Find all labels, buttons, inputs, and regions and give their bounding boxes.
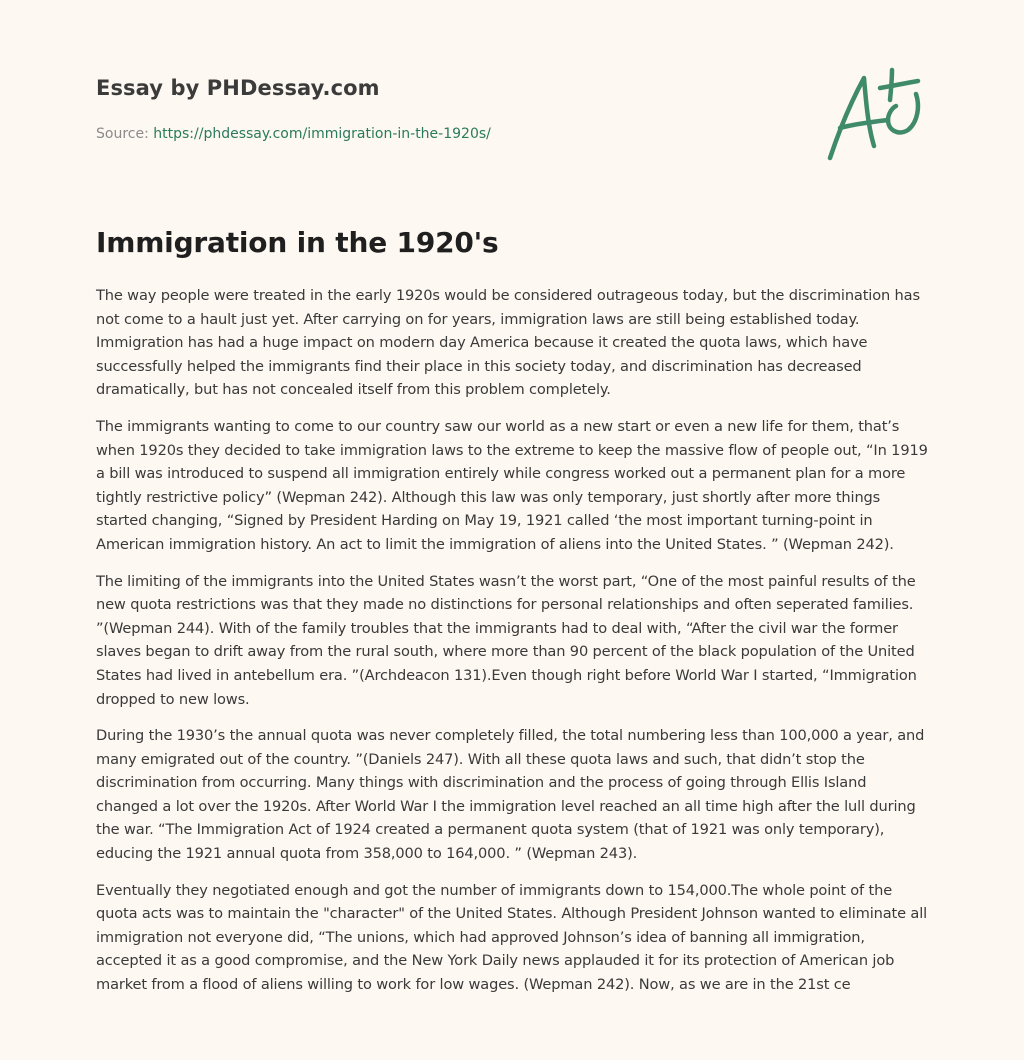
page-header (96, 76, 796, 142)
essay-body (96, 284, 930, 1010)
essay-title: Immigration in the 1920's (96, 226, 499, 259)
source-link[interactable]: https://phdessay.com/immigration-in-the-1920s/ (153, 126, 491, 142)
essay-paragraph: The immigrants wanting to come to our country saw our world as a new start or even a new life for them, that’s when 1920s they decided to take immigration laws to the extreme to keep the massive flow of people out, “In 1919 a bill was introduced to suspend all immigration entirely while congress worked out a permanent plan for a more tightly restrictive policy” (Wepman 242). Although this law was only temporary, just shortly after more things started changing, “Signed by President Harding on May 19, 1921 called ‘the most important turning-point in American immigration history. An act to limit the immigration of aliens into the United States. ” (Wepman 242). (96, 417, 928, 553)
essay-paragraph: Eventually they negotiated enough and got the number of immigrants down to 154,000.The whole point of the quota acts was to maintain the "character" of the United States. Although President Johnson wanted to eliminate all immigration not everyone did, “The unions, which had approved Johnson’s idea of banning all immigration, accepted it as a good compromise, and the New York Daily news applauded it for its protection of American job market from a flood of aliens willing to work for low wages. (Wepman 242). Now, as we are in the 21st ce (96, 881, 928, 994)
source-label: Source: (96, 126, 154, 142)
essay-paragraph: The limiting of the immigrants into the United States wasn’t the worst part, “One of the most painful results of the new quota restrictions was that they made no distinctions for personal relationships and often seperated families. ”(Wepman 244). With of the family troubles that the immigrants had to deal with, “After the civil war the former slaves began to drift away from the rural south, where more than 90 percent of the black population of the United States had lived in antebellum era. ”(Archdeacon 131).Even though right before World War I started, “Immigration dropped to new lows. (96, 572, 917, 708)
brand-title: Essay by PHDessay.com (96, 76, 380, 100)
essay-paragraph: During the 1930’s the annual quota was never completely filled, the total numbering less than 100,000 a year, and many emigrated out of the country. ”(Daniels 247). With all these quota laws and such, that didn’t stop the discrimination from occurring. Many things with discrimination and the process of going through Ellis Island changed a lot over the 1920s. After World War I the immigration level reached an all time high after the lull during the war. “The Immigration Act of 1924 created a permanent quota system (that of 1921 was only temporary), educing the 1921 annual quota from 358,000 to 164,000. ” (Wepman 243). (96, 727, 925, 863)
essay-paragraph: The way people were treated in the early 1920s would be considered outrageous today, but the discrimination has not come to a hault just yet. After carrying on for years, immigration laws are still being established today. Immigration has had a huge impact on modern day America because it created the quota laws, which have successfully helped the immigrants find their place in this society today, and discrimination has decreased dramatically, but has not concealed itself from this problem completely. (96, 287, 920, 399)
a-plus-grade-icon (822, 66, 932, 166)
source-line (96, 126, 796, 142)
